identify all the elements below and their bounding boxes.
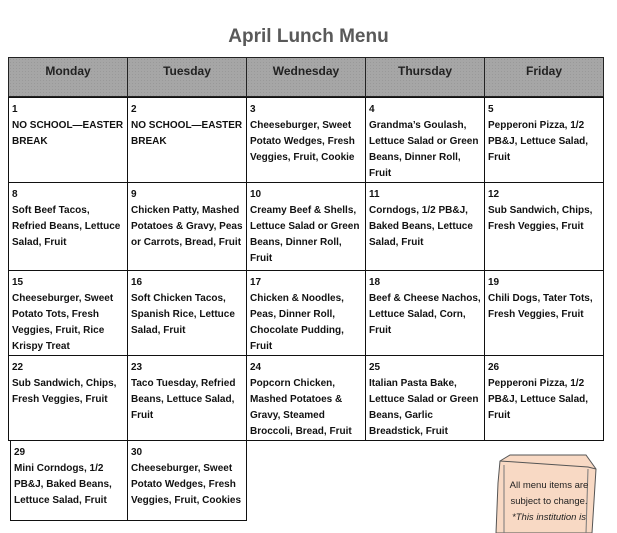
day-cell bbox=[8, 270, 128, 356]
date-number: 16 bbox=[131, 277, 143, 288]
day-cell bbox=[246, 97, 366, 183]
date-number: 5 bbox=[488, 104, 494, 115]
date-number: 1 bbox=[12, 104, 18, 115]
day-cell bbox=[8, 182, 128, 271]
menu-text: Taco Tuesday, Refried Beans, Lettuce Salad, Fruit bbox=[131, 378, 236, 421]
day-header-monday: Monday bbox=[8, 57, 128, 97]
date-number: 9 bbox=[131, 189, 137, 200]
date-number: 8 bbox=[12, 189, 18, 200]
disclaimer-text: All menu items are subject to change. bbox=[509, 480, 589, 507]
day-cell bbox=[365, 97, 485, 183]
date-number: 25 bbox=[369, 362, 381, 373]
menu-text: Sub Sandwich, Chips, Fresh Veggies, Fruit bbox=[488, 205, 593, 232]
menu-text: Chicken Patty, Mashed Potatoes & Gravy, Peas or Carrots, Bread, Fruit bbox=[131, 205, 243, 248]
date-number: 29 bbox=[14, 447, 26, 458]
day-header-tuesday: Tuesday bbox=[127, 57, 247, 97]
institution-note: *This institution is bbox=[512, 512, 586, 523]
day-cell bbox=[127, 182, 247, 271]
day-cell bbox=[484, 97, 604, 183]
menu-text: Pepperoni Pizza, 1/2 PB&J, Lettuce Salad, Fruit bbox=[488, 378, 589, 421]
page-title: April Lunch Menu bbox=[228, 26, 389, 47]
date-number: 18 bbox=[369, 277, 381, 288]
menu-text: Italian Pasta Bake, Lettuce Salad or Green Beans, Garlic Breadstick, Fruit bbox=[369, 378, 479, 437]
day-cell bbox=[365, 355, 485, 441]
menu-text: Soft Chicken Tacos, Spanish Rice, Lettuce Salad, Fruit bbox=[131, 293, 235, 336]
date-number: 17 bbox=[250, 277, 262, 288]
date-number: 11 bbox=[369, 189, 380, 200]
date-number: 23 bbox=[131, 362, 143, 373]
date-number: 15 bbox=[12, 277, 24, 288]
menu-text: Corndogs, 1/2 PB&J, Baked Beans, Lettuce Salad, Fruit bbox=[369, 205, 473, 248]
day-cell bbox=[246, 355, 366, 441]
date-number: 22 bbox=[12, 362, 24, 373]
menu-text: Mini Corndogs, 1/2 PB&J, Baked Beans, Lettuce Salad, Fruit bbox=[14, 463, 112, 506]
date-number: 12 bbox=[488, 189, 500, 200]
date-number: 19 bbox=[488, 277, 500, 288]
day-cell bbox=[127, 97, 247, 183]
day-cell bbox=[8, 97, 128, 183]
disclaimer-note bbox=[505, 478, 593, 526]
day-cell bbox=[10, 440, 128, 521]
day-header-wednesday: Wednesday bbox=[246, 57, 366, 97]
menu-text: NO SCHOOL—EASTER BREAK bbox=[12, 120, 124, 147]
day-cell bbox=[246, 270, 366, 356]
day-header-friday: Friday bbox=[484, 57, 604, 97]
menu-text: Soft Beef Tacos, Refried Beans, Lettuce Salad, Fruit bbox=[12, 205, 121, 248]
day-cell bbox=[484, 182, 604, 271]
menu-text: Beef & Cheese Nachos, Lettuce Salad, Corn, Fruit bbox=[369, 293, 481, 336]
day-cell bbox=[127, 355, 247, 441]
menu-text: Cheeseburger, Sweet Potato Tots, Fresh Veggies, Fruit, Rice Krispy Treat bbox=[12, 293, 114, 352]
date-number: 4 bbox=[369, 104, 375, 115]
date-number: 30 bbox=[131, 447, 143, 458]
day-cell bbox=[484, 355, 604, 441]
day-cell bbox=[127, 270, 247, 356]
menu-text: Grandma’s Goulash, Lettuce Salad or Green Beans, Dinner Roll, Fruit bbox=[369, 120, 479, 179]
menu-text: Cheeseburger, Sweet Potato Wedges, Fresh Veggies, Fruit, Cookies bbox=[131, 463, 242, 506]
day-cell bbox=[127, 440, 247, 521]
menu-text: Pepperoni Pizza, 1/2 PB&J, Lettuce Salad, Fruit bbox=[488, 120, 589, 163]
menu-text: Chicken & Noodles, Peas, Dinner Roll, Chocolate Pudding, Fruit bbox=[250, 293, 344, 352]
menu-text: Chili Dogs, Tater Tots, Fresh Veggies, Fruit bbox=[488, 293, 593, 320]
date-number: 2 bbox=[131, 104, 137, 115]
day-header-thursday: Thursday bbox=[365, 57, 485, 97]
day-cell bbox=[484, 270, 604, 356]
day-cell bbox=[365, 182, 485, 271]
date-number: 3 bbox=[250, 104, 256, 115]
day-cell bbox=[8, 355, 128, 441]
day-cell bbox=[246, 182, 366, 271]
menu-text: Popcorn Chicken, Mashed Potatoes & Gravy, Steamed Broccoli, Bread, Fruit bbox=[250, 378, 352, 437]
menu-text: Sub Sandwich, Chips, Fresh Veggies, Fruit bbox=[12, 378, 117, 405]
date-number: 26 bbox=[488, 362, 500, 373]
date-number: 10 bbox=[250, 189, 262, 200]
day-cell bbox=[365, 270, 485, 356]
date-number: 24 bbox=[250, 362, 262, 373]
menu-text: NO SCHOOL—EASTER BREAK bbox=[131, 120, 243, 147]
menu-text: Cheeseburger, Sweet Potato Wedges, Fresh Veggies, Fruit, Cookie bbox=[250, 120, 355, 163]
menu-text: Creamy Beef & Shells, Lettuce Salad or Green Beans, Dinner Roll, Fruit bbox=[250, 205, 360, 264]
